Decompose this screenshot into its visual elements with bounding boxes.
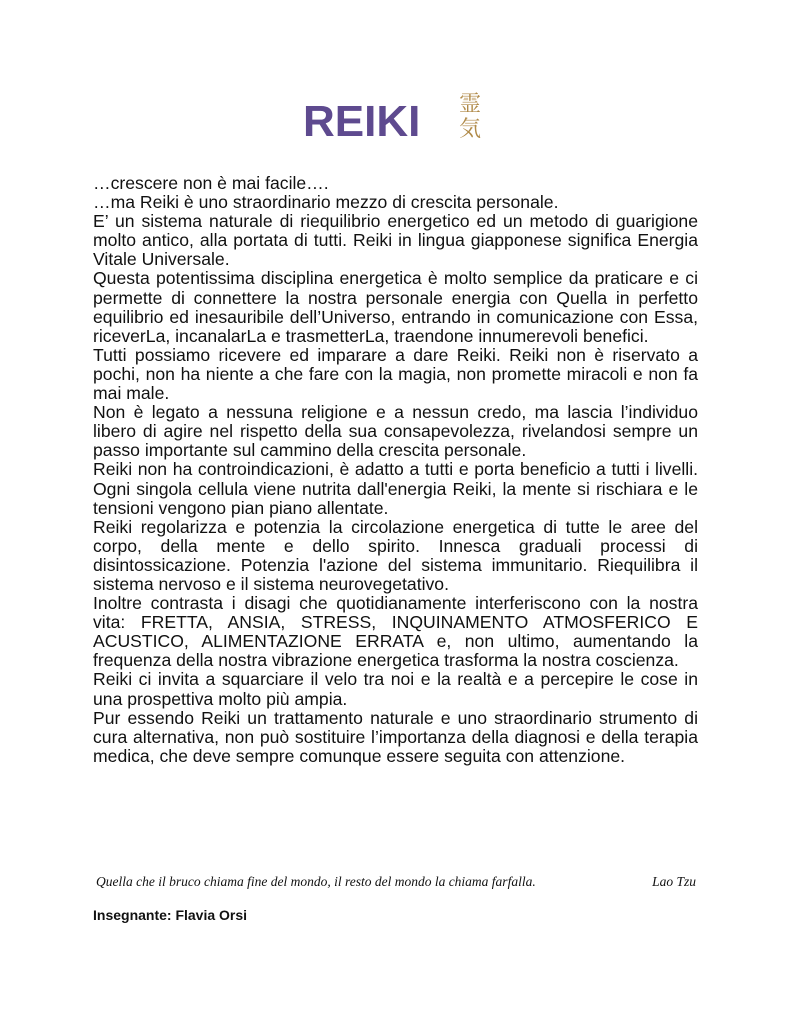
quote-author: Lao Tzu [652, 874, 696, 889]
quote-text: Quella che il bruco chiama fine del mondo, il resto del mondo la chiama farfalla. [96, 874, 536, 889]
page-title: REIKI [303, 97, 421, 146]
paragraph: Tutti possiamo ricevere ed imparare a dare Reiki. Reiki non è riservato a pochi, non ha niente a che fare con la magia, non promette miracoli e non fa mai male. [93, 344, 698, 404]
paragraph: E’ un sistema naturale di riequilibrio energetico ed un metodo di guarigione molto antico, alla portata di tutti. Reiki in lingua giapponese significa Energia Vitale Universale. [93, 211, 698, 270]
quote [96, 874, 696, 890]
paragraph: …ma Reiki è uno straordinario mezzo di crescita personale. [93, 192, 559, 213]
body-text [93, 174, 698, 766]
reiki-kanji-logo [455, 92, 485, 142]
paragraph: Reiki ci invita a squarciare il velo tra noi e la realtà e a percepire le cose in una prospettiva molto più ampia. [93, 669, 698, 709]
kanji-ki: 気 [458, 117, 481, 142]
teacher-credit: Insegnante: Flavia Orsi [93, 907, 248, 923]
paragraph: Pur essendo Reiki un trattamento naturale e uno straordinario strumento di cura alternativa, non può sostituire l’importanza della diagnosi e della terapia medica, che deve sempre comunque essere seguita con attenzione. [93, 707, 698, 766]
kanji-rei: 霊 [458, 92, 481, 117]
header [0, 88, 791, 152]
paragraph: Questa potentissima disciplina energetica è molto semplice da praticare e ci permette di connettere la nostra personale energia con Quella in perfetto equilibrio ed inesauribile dell’Universo, entrando in comunicazione con Essa, riceverLa, incanalarLa e trasmetterLa, traendone innumerevoli benefici. [93, 268, 698, 346]
paragraph: …crescere non è mai facile…. [93, 173, 329, 193]
paragraph: Reiki non ha controindicazioni, è adatto a tutti e porta beneficio a tutti i livelli. Ogni singola cellula viene nutrita dall'energia Reiki, la mente si rischiara e le tensioni vengono pian piano allentate. [93, 459, 698, 518]
paragraph: Non è legato a nessuna religione e a nessun credo, ma lascia l’individuo libero di agire nel rispetto della sua consapevolezza, rivelandosi sempre un passo importante sul cammino della crescita personale. [93, 402, 698, 461]
paragraph: Reiki regolarizza e potenzia la circolazione energetica di tutte le aree del corpo, della mente e dello spirito. Innesca graduali processi di disintossicazione. Potenzia l'azione del sistema immunitario. Riequilibra il sistema nervoso e il sistema neurovegetativo. [93, 516, 698, 594]
paragraph: Inoltre contrasta i disagi che quotidianamente interferiscono con la nostra vita: FRETTA, ANSIA, STRESS, INQUINAMENTO ATMOSFERICO E ACUSTICO, ALIMENTAZIONE ERRATA e, non ultimo, aumentando la frequenza della nostra vibrazione energetica trasforma la nostra coscienza. [93, 593, 698, 671]
